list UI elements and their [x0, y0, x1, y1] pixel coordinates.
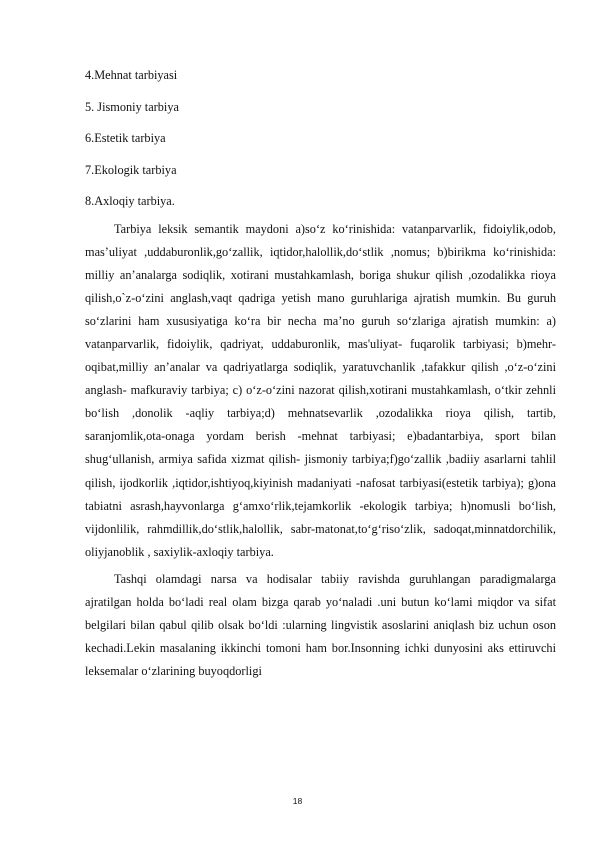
page-number: 18 [292, 796, 303, 806]
paragraph-external-world: Tashqi olamdagi narsa va hodisalar tabiiy ravishda guruhlangan paradigmalarga ajratilgan holda bo‘ladi real olam bizga qarab yo‘naladi .uni butun ko‘lami miqdor va sifat belgilari bilan qabul qilib olsak bo‘ldi :ularning lingvistik asoslarini aniqlash biz uchun oson kechadi.Lekin masalaning ikkinchi tomoni ham bor.Insonning ichki dunyosini aks ettiruvchi leksemalar o‘zlarining buyoqdorligi [85, 571, 556, 679]
list-item: 6.Estetik tarbiya [85, 131, 166, 145]
list-item: 5. Jismoniy tarbiya [85, 99, 179, 114]
list-item: 4.Mehnat tarbiyasi [85, 68, 178, 82]
list-item: 7.Ekologik tarbiya [85, 162, 177, 177]
document-page [85, 60, 556, 683]
paragraph-semantic-field: Tarbiya leksik semantik maydoni a)so‘z ko‘rinishida: vatanparvarlik, fidoiylik,odob, mas’uliyat ,uddaburonlik,go‘zallik, iqtidor,halollik,do‘stlik ,nomus; b)birikma ko‘rinishida: milliy an’analarga sodiqlik, xotirani mustahkamlash, boriga shukur qilish ,ozodalikka rioya qilish,o`z-o‘zini anglash,vaqt qadriga yetish mano guruhlariga ajratish mumkin. Bu guruh so‘zlarini ham xususiyatiga ko‘ra bir necha ma’no guruh so‘zlariga ajratish mumkin: a) vatanparvarlik, fidoiylik, qadriyat, uddaburonlik, mas'uliyat- fuqarolik tarbiyasi; b)mehr-oqibat,milliy an’analar va qadriyatlarga sodiqlik, yaratuvchanlik ,tafakkur qilish ,o‘z-o‘zini anglash- mafkuraviy tarbiya; c) o‘z-o‘zini nazorat qilish,xotirani mustahkamlash, o‘tkir zehnli bo‘lish ,donolik -aqliy tarbiya;d) mehnatsevarlik ,ozodalikka rioya qilish, tartib, saranjomlik,ota-onaga yordam berish -mehnat tarbiyasi; e)badantarbiya, sport bilan shug‘ullanish, armiya safida xizmat qilish- jismoniy tarbiya;f)go‘zallik ,badiiy asarlarni tahlil qilish, ijodkorlik ,iqtidor,ishtiyoq,kiyinish madaniyati -nafosat tarbiyasi(estetik tarbiya); g)ona tabiatni asrash,hayvonlarga g‘amxo‘rlik,tejamkorlik -ekologik tarbiya; h)nomusli bo‘lish, vijdonlilik, rahmdillik,do‘stlik,halollik, sabr-matonat,to‘g‘riso‘zlik, sadoqat,minnatdorchilik, oliyjanoblik , saxiylik-axloqiy tarbiya. [85, 221, 556, 559]
tarbiya-list [85, 60, 556, 218]
list-item: 8.Axloqiy tarbiya. [85, 194, 175, 208]
